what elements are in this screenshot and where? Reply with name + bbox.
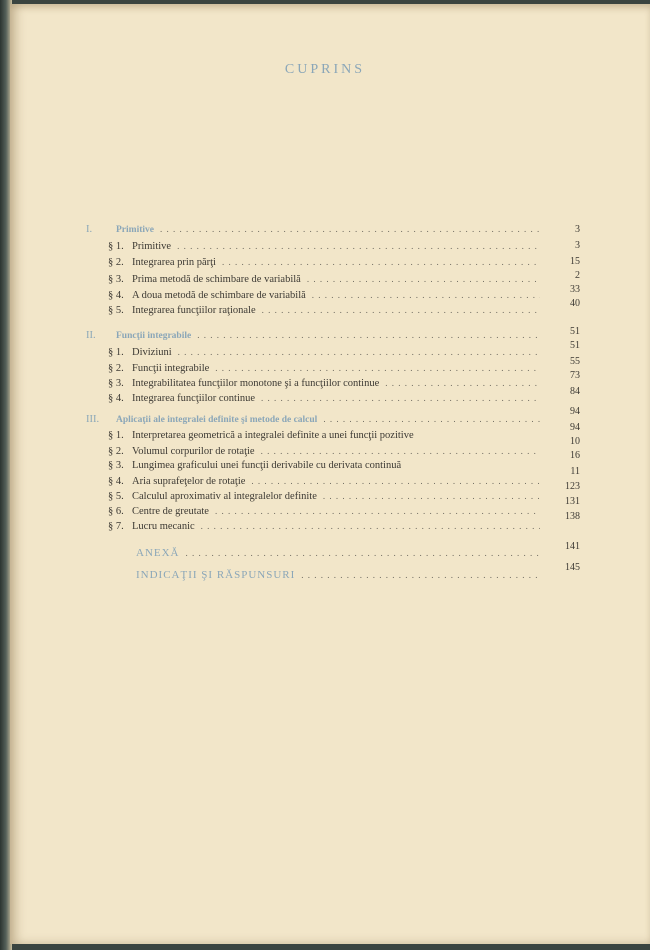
section-title: Calculul aproximativ al integralelor definite [132,491,317,502]
leader-dots [323,412,540,426]
chapter-number: II. [86,330,96,341]
page-number: 145 [565,562,580,573]
toc-section[interactable] [108,239,546,254]
toc-section[interactable] [108,504,546,519]
toc-section[interactable] [108,272,546,287]
toc-chapter-1[interactable] [86,222,546,237]
toc-section[interactable] [108,288,546,303]
page-number: 51 [570,340,580,351]
page-number: 94 [570,406,580,417]
section-number: § 2. [108,363,124,374]
leader-dots [201,519,540,533]
section-number: § 3. [108,378,124,389]
leader-dots [261,444,540,458]
leader-dots [186,546,541,560]
section-number: § 1. [108,430,124,441]
page-number: 11 [570,466,580,477]
section-number: § 1. [108,347,124,358]
page-number: 3 [575,240,580,251]
section-title: Integrabilitatea funcţiilor monotone şi a funcţiilor continue [132,378,380,389]
toc-section[interactable] [108,459,546,473]
section-title: Lucru mecanic [132,521,195,532]
toc-section[interactable] [108,519,546,534]
page-number: 123 [565,481,580,492]
chapter-title: Aplicaţii ale integralei definite şi metode de calcul [116,415,318,425]
page-number: 138 [565,511,580,522]
leader-dots [301,568,540,582]
section-number: § 3. [108,460,124,471]
section-title: Integrarea funcţiilor continue [132,393,256,404]
page-number: 55 [570,356,580,367]
chapter-title: Funcţii integrabile [116,331,192,341]
section-number: § 4. [108,393,124,404]
section-title: Aria suprafeţelor de rotaţie [132,476,246,487]
section-title: Interpretarea geometrică a integralei definite a unei funcţii pozitive [132,430,414,441]
toc-section[interactable] [108,361,546,376]
page-number: 10 [570,436,580,447]
section-title: Centre de greutate [132,506,209,517]
leader-dots [307,272,540,286]
section-number: § 2. [108,257,124,268]
page-number: 131 [565,496,580,507]
leader-dots [215,504,540,518]
leader-dots [177,239,540,253]
section-number: § 7. [108,521,124,532]
leader-dots [197,328,540,342]
section-title: Funcţii integrabile [132,363,210,374]
page-number: 16 [570,450,580,461]
page-number: 84 [570,386,580,397]
section-title: Diviziuni [132,347,172,358]
leader-dots [251,474,540,488]
page-number: 33 [570,284,580,295]
page-number: 51 [570,326,580,337]
toc-chapter-2[interactable] [86,328,546,343]
page-number: 2 [575,270,580,281]
section-number: § 1. [108,241,124,252]
toc-section[interactable] [108,345,546,360]
page-title: CUPRINS [284,62,366,77]
annex-title: ANEXĂ [136,547,180,559]
leader-dots [222,255,540,269]
toc-section[interactable] [108,444,546,459]
leader-dots [178,345,540,359]
leader-dots [312,288,540,302]
section-title: Integrarea prin părţi [132,257,216,268]
toc-section[interactable] [108,255,546,270]
section-number: § 3. [108,274,124,285]
page-number: 141 [565,541,580,552]
section-number: § 5. [108,305,124,316]
section-number: § 4. [108,290,124,301]
section-number: § 4. [108,476,124,487]
leader-dots [385,376,540,390]
chapter-title: Primitive [116,225,154,235]
page-number: 15 [570,256,580,267]
leader-dots [262,303,540,317]
leader-dots [160,222,540,236]
toc-section[interactable] [108,474,546,489]
toc-section[interactable] [108,376,546,391]
page-number: 94 [570,422,580,433]
section-number: § 5. [108,491,124,502]
page-number: 73 [570,370,580,381]
answers-title: INDICAŢII ŞI RĂSPUNSURI [136,569,296,581]
toc-section[interactable] [108,429,546,443]
page-number: 3 [575,224,580,235]
toc-section[interactable] [108,391,546,406]
toc-section[interactable] [108,489,546,504]
section-title: Volumul corpurilor de rotaţie [132,446,255,457]
section-title: Lungimea graficului unei funcţii derivabile cu derivata continuă [132,460,402,471]
section-title: A doua metodă de schimbare de variabilă [132,290,306,301]
page-number: 40 [570,298,580,309]
toc-answers[interactable] [136,568,546,582]
leader-dots [215,361,540,375]
toc-chapter-3[interactable] [86,412,546,427]
section-title: Integrarea funcţiilor raţionale [132,305,256,316]
chapter-number: III. [86,414,100,425]
toc-section[interactable] [108,303,546,318]
leader-dots [323,489,540,503]
toc-annex[interactable] [136,546,546,560]
leader-dots [261,391,540,405]
section-number: § 2. [108,446,124,457]
chapter-number: I. [86,224,93,235]
section-title: Prima metodă de schimbare de variabilă [132,274,301,285]
section-number: § 6. [108,506,124,517]
section-title: Primitive [132,241,172,252]
